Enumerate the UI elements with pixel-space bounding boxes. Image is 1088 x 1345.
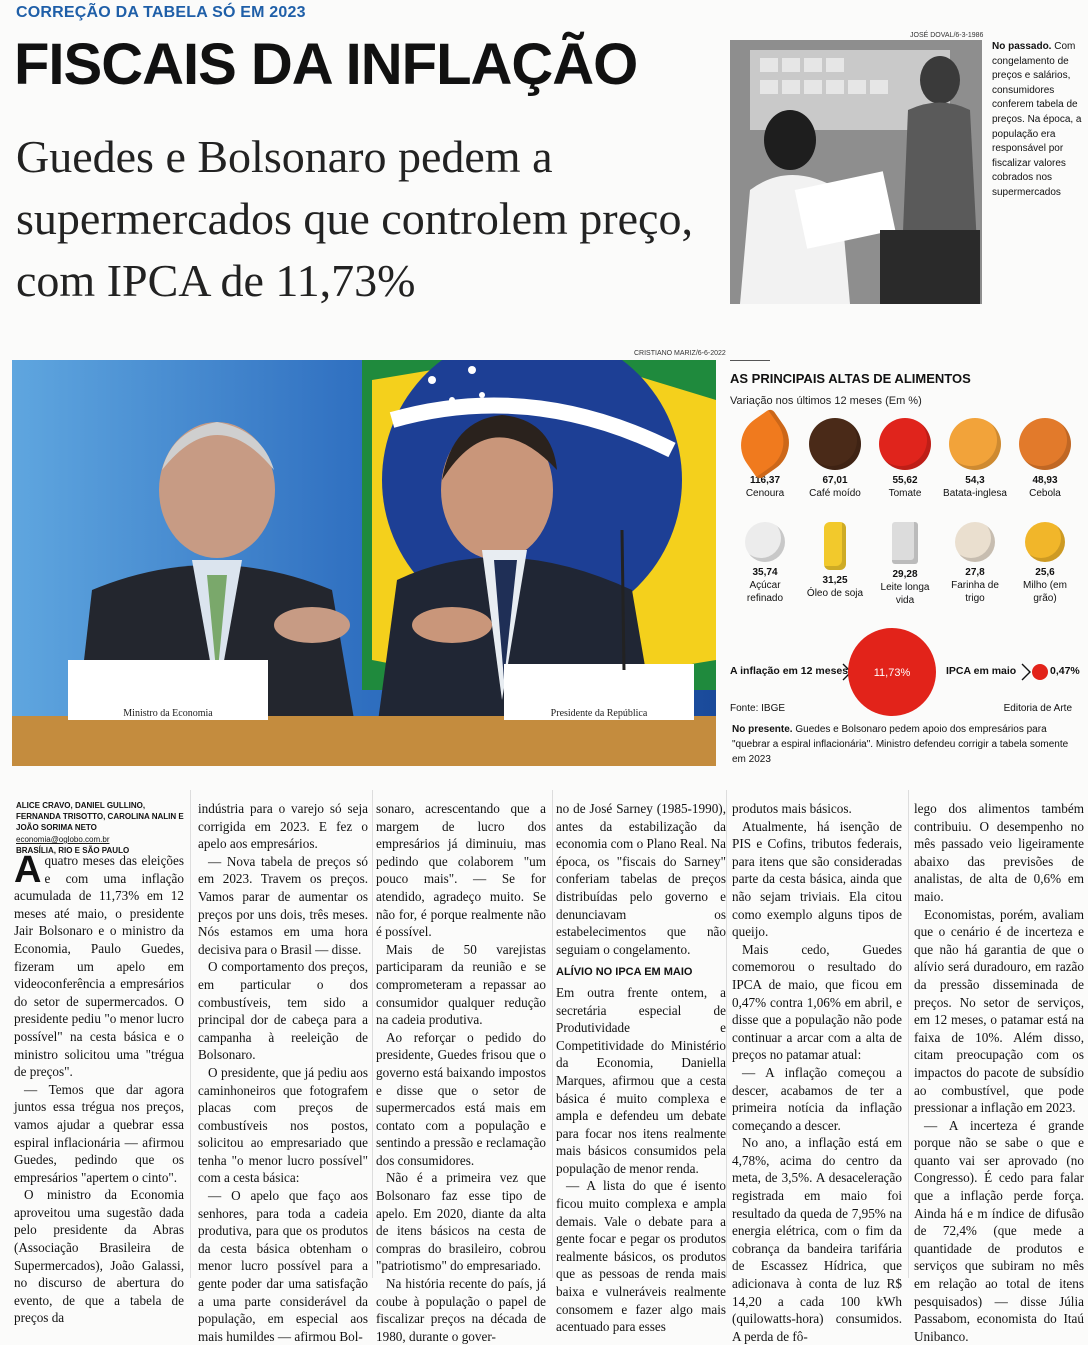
- food-item: [940, 418, 1010, 500]
- plate-right: Presidente da República: [550, 708, 648, 719]
- milk-icon: [892, 522, 918, 564]
- paragraph: Na história recente do país, já coube à população o papel de fiscalizar preços na década de 1980, durante o gover-: [376, 1276, 546, 1344]
- potato-icon: [949, 418, 1001, 470]
- paragraph: Em outra frente ontem, a secretária especial de Produtividade e Competitividade do Ministério da Economia, Daniella Marques, afirmou que a cesta básica é muito complexa e ampla e defendeu um debate para focar nos itens realmente mais básicos consumidos pela população de menor renda.: [556, 984, 726, 1176]
- paragraph: produtos mais básicos.: [732, 801, 852, 816]
- photo-credit-top: JOSÉ DOVAL/6-3-1986: [910, 32, 984, 39]
- food-item-value: 35,74: [752, 567, 778, 578]
- food-item-label: Cebola: [1029, 488, 1061, 499]
- food-item-value: 48,93: [1032, 475, 1058, 486]
- food-item-label: Café moído: [809, 488, 861, 499]
- article-column-2: [198, 800, 368, 1345]
- food-item-label: Óleo de soja: [806, 588, 864, 599]
- food-item-label: Farinha de trigo: [951, 580, 999, 604]
- paragraph: No ano, a inflação está em 4,78%, acima do centro da meta, de 3,5%. A desaceleração registrada em maio foi resultado da queda de 7,95% na energia elétrica, com o fim da cobrança da bandeira tarifária de Escassez Hídrica, que adicionava à conta de luz R$ 14,20 a cada 100 kWh (quilowatts-hora) consumidos. A perda de fô-: [732, 1135, 902, 1344]
- paragraph: O presidente, que já pediu aos caminhoneiros que fotografem placas com preços de combustíveis nos postos, solicitou ao empresariado que tenha "o menor lucro possível" com a cesta básica:: [198, 1064, 368, 1186]
- byline: [16, 800, 186, 856]
- photo-credit-main: CRISTIANO MARIZ/6-6-2022: [634, 350, 726, 357]
- article-column-4: [556, 800, 726, 1336]
- food-item-value: 27,8: [965, 567, 985, 578]
- chart-credit: Editoria de Arte: [1003, 703, 1072, 714]
- archive-photo: [730, 40, 982, 304]
- byline-authors: ALICE CRAVO, DANIEL GULLINO, FERNANDA TRISOTTO, CAROLINA NALIN E JOÃO SORIMA NETO: [16, 801, 184, 832]
- coffee-icon: [809, 418, 861, 470]
- column-divider: [726, 790, 727, 1278]
- food-item-label: Açúcar refinado: [746, 580, 784, 604]
- article-column-6: [914, 800, 1084, 1345]
- caption-bottom: [732, 722, 1072, 767]
- byline-place: BRASÍLIA, RIO E SÃO PAULO: [16, 846, 130, 855]
- column-divider: [190, 790, 191, 1278]
- carrot-icon: [729, 408, 801, 480]
- column-divider: [908, 790, 909, 1278]
- paragraph: sonaro, acrescentando que a margem de lucro dos empresários já diminuiu, mas pedindo que colaborem "um pouco mais". — Se for atendido, agradeço muito. Se não for, é porque realmente não é possível.: [376, 801, 546, 940]
- food-item-label: Cenoura: [745, 488, 785, 499]
- caption-top: [992, 40, 1082, 201]
- paragraph: Mais de 50 varejistas participaram da reunião e se comprometeram a repassar ao consumidor qualquer redução na cadeia produtiva.: [376, 941, 546, 1028]
- column-divider: [372, 790, 373, 1278]
- ipca-label: IPCA em maio: [946, 665, 1017, 677]
- food-item: [730, 418, 800, 500]
- plate-left: Ministro da Economia: [123, 708, 213, 719]
- section-heading: ALÍVIO NO IPCA EM MAIO: [556, 966, 693, 979]
- inflation-label: A inflação em 12 meses: [730, 665, 849, 677]
- paragraph: — A inflação começou a descer, acabamos de ter a primeira notícia da inflação começando a descer.: [732, 1064, 902, 1133]
- food-prices-infographic: [730, 360, 1078, 720]
- arrow-icon: [1022, 664, 1030, 680]
- paragraph: O ministro da Economia aproveitou uma sugestão dada pelo presidente da Abras (Associação Brasileira de Supermercados), João Galassi, no discurso de abertura do evento, de que a tabela de preços da: [14, 1187, 184, 1326]
- food-item-label: Milho (em grão): [1023, 580, 1067, 604]
- food-item-value: 54,3: [965, 475, 985, 486]
- paragraph: Ao reforçar o pedido do presidente, Guedes frisou que o governo está baixando impostos e disse que o setor de supermercados está mais em contato com a população e sentindo a pressão e reclamação dos consumidores.: [376, 1029, 546, 1168]
- food-item-label: Batata-inglesa: [943, 488, 1007, 499]
- food-item-value: 31,25: [822, 575, 848, 586]
- paragraph: — A incerteza é grande porque não se sabe o que e quanto vai ser aprovado (no Congresso). É cedo para falar que a inflação perde força. Ainda há e m índice de difusão de 72,4% (que mede a quantidade de produtos e serviços que subiram no mês em relação ao total de itens pesquisados) — disse Júlia Passabom, economista do Itaú Unibanco.: [914, 1117, 1084, 1344]
- chart-subtitle: Variação nos últimos 12 meses (Em %): [730, 395, 922, 407]
- food-item: [800, 418, 870, 500]
- food-item: [1010, 418, 1080, 500]
- caption-bottom-lead: No presente.: [732, 724, 793, 735]
- paragraph: no de José Sarney (1985-1990), antes da estabilização da economia com o Plano Real. Na época, os "fiscais do Sarney" conferiam tabelas de preços distribuídas pelo governo e denunciavam os estabelecimentos que não seguiam o congelamento.: [556, 801, 726, 957]
- paragraph: — A lista do que é isento ficou muito complexa e ampla demais. Vale o debate para a gente focar e pegar os produtos realmente básicos, os produtos que as pessoas de renda mais baixa e vulneráveis realmente consomem e fazer algo mais acentuado para esses: [556, 1178, 726, 1335]
- kicker: CORREÇÃO DA TABELA SÓ EM 2023: [16, 4, 306, 21]
- corn-icon: [1025, 522, 1065, 562]
- chart-title: AS PRINCIPAIS ALTAS DE ALIMENTOS: [730, 371, 971, 386]
- paragraph: quatro meses das eleições e com uma inflação acumulada de 11,73% em 12 meses até maio, o presidente Jair Bolsonaro e o ministro da Economia, Paulo Guedes, fizeram um apelo em videoconferência a empresários do setor de supermercados. O presidente pediu "o menor lucro possível" na cesta básica e o ministro solicitou uma "trégua de preços".: [14, 853, 184, 1080]
- paragraph: indústria para o varejo só seja corrigida em 2023. E fez o apelo aos empresários.: [198, 801, 368, 852]
- tomato-icon: [879, 418, 931, 470]
- paragraph: O comportamento dos preços, em particular o dos combustíveis, tem sido a principal dor de cabeça para a campanha à reeleição de Bolsonaro.: [198, 959, 368, 1063]
- ipca-value: 0,47%: [1050, 665, 1080, 677]
- paragraph: — Temos que dar agora juntos essa trégua nos preços, vamos ajudar a quebrar essa espiral inflacionária — afirmou Guedes, pedindo que os empresários "apertem o cinto".: [14, 1081, 184, 1185]
- column-divider: [552, 790, 553, 1278]
- food-item-value: 29,28: [892, 569, 918, 580]
- sugar-icon: [745, 522, 785, 562]
- paragraph: Mais cedo, Guedes comemorou o resultado do IPCA de maio, que ficou em 0,47% contra 1,06% em abril, e disse que a população não pode continuar a arcar com a alta de preços no patamar atual:: [732, 941, 902, 1063]
- food-item: [870, 522, 940, 607]
- food-item: [800, 522, 870, 600]
- deck: Guedes e Bolsonaro pedem a supermercados que controlem preço, com IPCA de 11,73%: [16, 131, 693, 306]
- flour-icon: [955, 522, 995, 562]
- food-item-value: 25,6: [1035, 567, 1055, 578]
- caption-top-text: Com congelamento de preços e salários, consumidores conferem tabela de preços. Na época, a população era responsável por fiscalizar valores cobrados nos supermercados: [992, 41, 1082, 198]
- article-column-5: [732, 800, 902, 1345]
- food-item: [940, 522, 1010, 605]
- onion-icon: [1019, 418, 1071, 470]
- paragraph: — Nova tabela de preços só em 2023. Travem os preços. Vamos parar de aumentar os preços por uns dois, três meses. Nós estamos em uma hora decisiva para o Brasil — disse.: [198, 853, 368, 957]
- food-item-label: Leite longa vida: [880, 582, 930, 606]
- chart-source: Fonte: IBGE: [730, 703, 786, 714]
- food-item-value: 67,01: [822, 475, 848, 486]
- byline-email[interactable]: economia@oglobo.com.br: [16, 835, 110, 844]
- paragraph: lego dos alimentos também contribuiu. O desempenho no mês passado veio ligeiramente abaixo das previsões de analistas, de alta de 0,6% em maio.: [914, 801, 1084, 904]
- food-item-value: 55,62: [892, 475, 918, 486]
- oil-icon: [824, 522, 846, 570]
- paragraph: — O apelo que faço aos senhores, para toda a cadeia produtiva, para que os produtos da cesta básica obtenham o menor lucro possível para a gente poder dar uma satisfação a uma parte considerável da população, em especial aos mais humildes — afirmou Bol-: [198, 1188, 368, 1344]
- ipca-circle: [1032, 664, 1048, 680]
- paragraph: Economistas, porém, avaliam que o cenário é de incerteza e que não há garantia de que o alívio será duradouro, em razão da pressão disseminada de preços. No setor de serviços, em 12 meses, o patamar está na faixa de 10%. Além disso, citam preocupação com os impactos do pacote de subsídio ao combustível, que pode pressionar a inflação em 2023.: [914, 906, 1084, 1116]
- caption-top-lead: No passado.: [992, 41, 1052, 52]
- food-item: [1010, 522, 1080, 605]
- main-photo: [12, 360, 716, 766]
- paragraph: Atualmente, há isenção de PIS e Cofins, tributos federais, para itens que são consideradas parte da cesta básica, ainda que não sejam triviais. Ela citou como exemplo alguns tipos de queijo.: [732, 818, 902, 940]
- caption-bottom-text: Guedes e Bolsonaro pedem apoio dos empresários para "quebrar a espiral inflacionária". Ministro defendeu corrigir a tabela somente em 2023: [732, 724, 1069, 765]
- paragraph: Não é a primeira vez que Bolsonaro faz esse tipo de apelo. Em 2020, diante da alta de itens básicos na cesta de compras do brasileiro, cobrou "patriotismo" do empresariado.: [376, 1170, 546, 1274]
- food-item-value: 116,37: [749, 475, 781, 486]
- chart-rule: [730, 360, 770, 361]
- inflation-value: 11,73%: [873, 667, 911, 679]
- food-item-label: Tomate: [888, 488, 922, 499]
- food-item: [870, 418, 940, 500]
- food-item: [730, 522, 800, 605]
- drop-cap: A: [14, 849, 42, 891]
- headline: FISCAIS DA INFLAÇÃO: [14, 32, 638, 97]
- article-column-3: [376, 800, 546, 1345]
